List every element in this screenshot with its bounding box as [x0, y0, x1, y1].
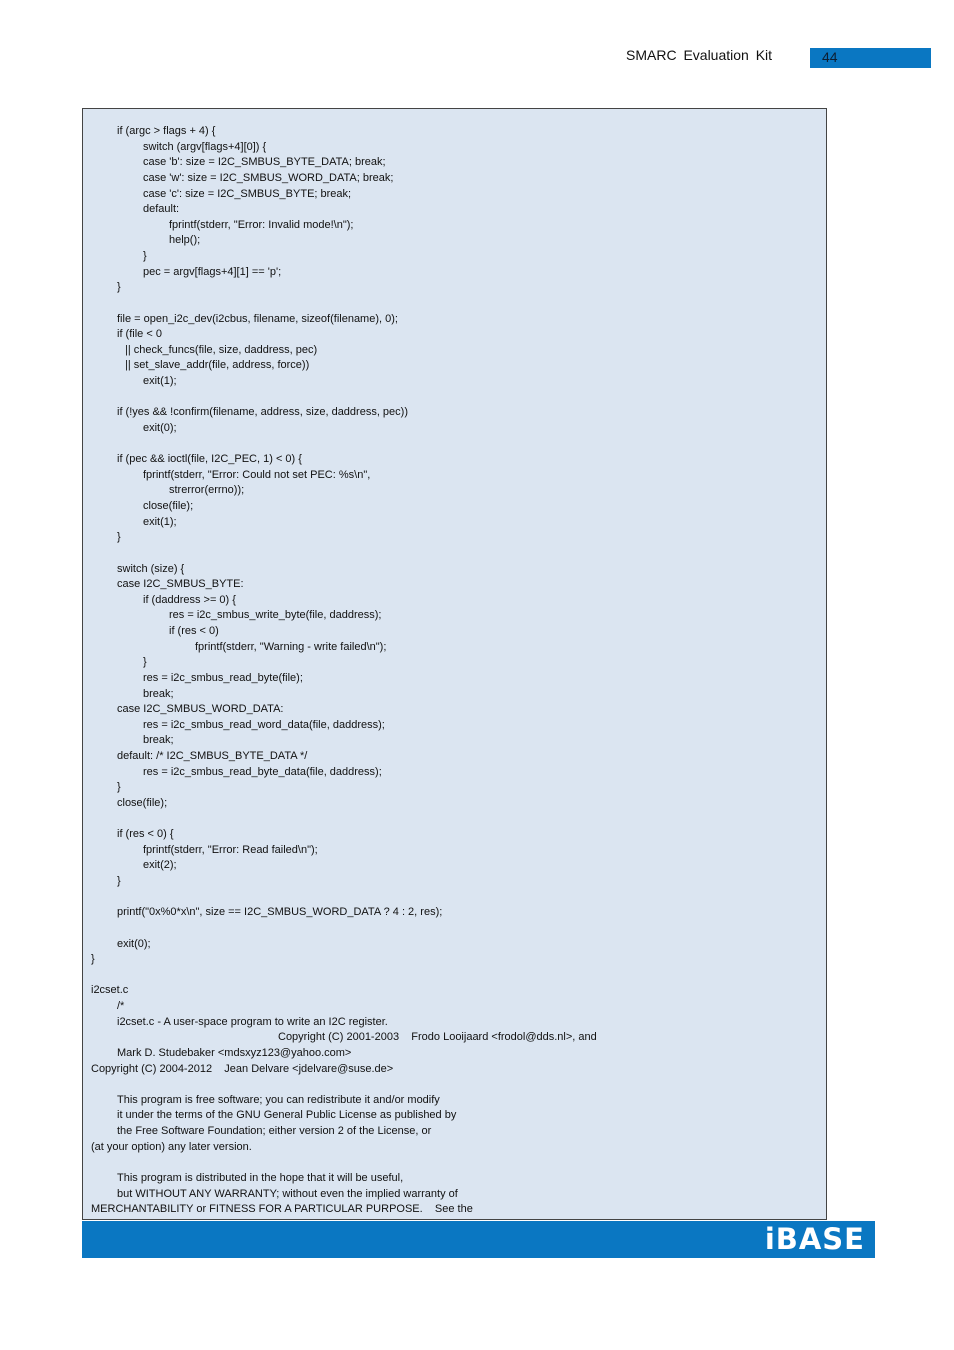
code-line: [91, 1077, 597, 1093]
code-line: fprintf(stderr, "Warning - write failed\n");: [195, 640, 387, 653]
code-line: case I2C_SMBUS_WORD_DATA:: [117, 703, 284, 716]
code-line: i2cset.c - A user-space program to write an I2C register.: [117, 1015, 388, 1028]
code-line: if (argc > flags + 4) {: [117, 125, 216, 137]
code-line: [91, 968, 597, 984]
code-line: fprintf(stderr, "Error: Could not set PEC: %s\n",: [143, 468, 371, 481]
code-line: i2cset.c: [91, 984, 129, 997]
code-line: fprintf(stderr, "Error: Invalid mode!\n");: [169, 218, 354, 231]
code-line: exit(0);: [143, 421, 177, 434]
code-line: }: [143, 250, 147, 262]
code-line: (at your option) any later version.: [91, 1140, 252, 1153]
code-line: exit(0);: [117, 937, 151, 950]
document-title: SMARC Evaluation Kit: [626, 47, 773, 63]
code-line: Mark D. Studebaker <mdsxyz123@yahoo.com>: [117, 1046, 352, 1059]
code-line: if (file < 0: [117, 328, 162, 341]
code-line: MERCHANTABILITY or FITNESS FOR A PARTICULAR PURPOSE. See the: [91, 1203, 473, 1216]
code-line: [91, 890, 597, 906]
code-line: exit(1);: [143, 375, 177, 387]
code-line: fprintf(stderr, "Error: Read failed\n");: [143, 843, 318, 856]
code-line: Copyright (C) 2004-2012 Jean Delvare <jdelvare@suse.de>: [91, 1062, 394, 1075]
code-line: case I2C_SMBUS_BYTE:: [117, 578, 244, 591]
ibase-logo: iBASE: [764, 1222, 865, 1256]
code-line: file = open_i2c_dev(i2cbus, filename, sizeof(filename), 0);: [117, 312, 398, 325]
code-line: }: [143, 656, 147, 669]
footer-bar: [82, 1221, 875, 1258]
code-line: [91, 812, 597, 828]
code-line: || check_funcs(file, size, daddress, pec): [125, 343, 318, 356]
code-line: case 'w': size = I2C_SMBUS_WORD_DATA; break;: [143, 171, 394, 184]
code-line: [91, 437, 597, 453]
code-line: [91, 546, 597, 562]
code-line: case 'c': size = I2C_SMBUS_BYTE; break;: [143, 187, 352, 200]
code-line: /*: [117, 1000, 125, 1012]
code-line: it under the terms of the GNU General Public License as published by: [117, 1109, 457, 1122]
code-line: [91, 1155, 597, 1171]
code-line: Copyright (C) 2001-2003 Frodo Looijaard <frodol@dds.nl>, and: [278, 1031, 597, 1044]
code-line: if (pec && ioctl(file, I2C_PEC, 1) < 0) {: [117, 453, 302, 466]
code-line: [91, 296, 597, 312]
code-line: res = i2c_smbus_read_byte(file);: [143, 671, 303, 684]
code-line: }: [117, 875, 121, 887]
code-line: switch (argv[flags+4][0]) {: [143, 140, 267, 153]
code-line: close(file);: [117, 796, 168, 809]
code-line: This program is distributed in the hope that it will be useful,: [117, 1171, 404, 1184]
code-line: printf("0x%0*x\n", size == I2C_SMBUS_WORD_DATA ? 4 : 2, res);: [117, 906, 443, 919]
code-line: if (daddress >= 0) {: [143, 593, 236, 606]
code-line: res = i2c_smbus_write_byte(file, daddress);: [169, 609, 382, 622]
code-line: }: [117, 531, 121, 544]
code-line: close(file);: [143, 500, 194, 512]
code-line: default:: [143, 203, 180, 216]
code-line: help();: [169, 234, 201, 247]
code-line: This program is free software; you can redistribute it and/or modify: [117, 1093, 440, 1106]
code-line: break;: [143, 734, 174, 747]
code-line: break;: [143, 687, 174, 700]
code-line: if (!yes && !confirm(filename, address, size, daddress, pec)): [117, 406, 408, 419]
code-line: res = i2c_smbus_read_word_data(file, daddress);: [143, 718, 385, 731]
code-line: default: /* I2C_SMBUS_BYTE_DATA */: [117, 750, 308, 762]
code-lines: [91, 124, 597, 1218]
page-number: 44: [822, 49, 838, 65]
code-line: [91, 921, 597, 937]
code-line: res = i2c_smbus_read_byte_data(file, daddress);: [143, 765, 382, 778]
code-line: exit(2);: [143, 859, 177, 872]
code-line: if (res < 0): [169, 625, 219, 637]
code-line: }: [117, 781, 121, 794]
code-line: switch (size) {: [117, 562, 185, 575]
code-line: exit(1);: [143, 515, 177, 528]
code-line: pec = argv[flags+4][1] == 'p';: [143, 265, 282, 278]
code-line: }: [117, 281, 121, 294]
code-listing: [82, 108, 827, 1220]
code-line: }: [91, 953, 95, 966]
code-line: the Free Software Foundation; either version 2 of the License, or: [117, 1125, 432, 1137]
code-line: strerror(errno));: [169, 484, 245, 497]
code-line: case 'b': size = I2C_SMBUS_BYTE_DATA; break;: [143, 156, 386, 169]
code-line: [91, 390, 597, 406]
code-line: but WITHOUT ANY WARRANTY; without even the implied warranty of: [117, 1187, 458, 1200]
code-line: if (res < 0) {: [117, 828, 174, 841]
page-number-badge: [810, 48, 931, 68]
code-line: || set_slave_addr(file, address, force)): [125, 359, 310, 372]
